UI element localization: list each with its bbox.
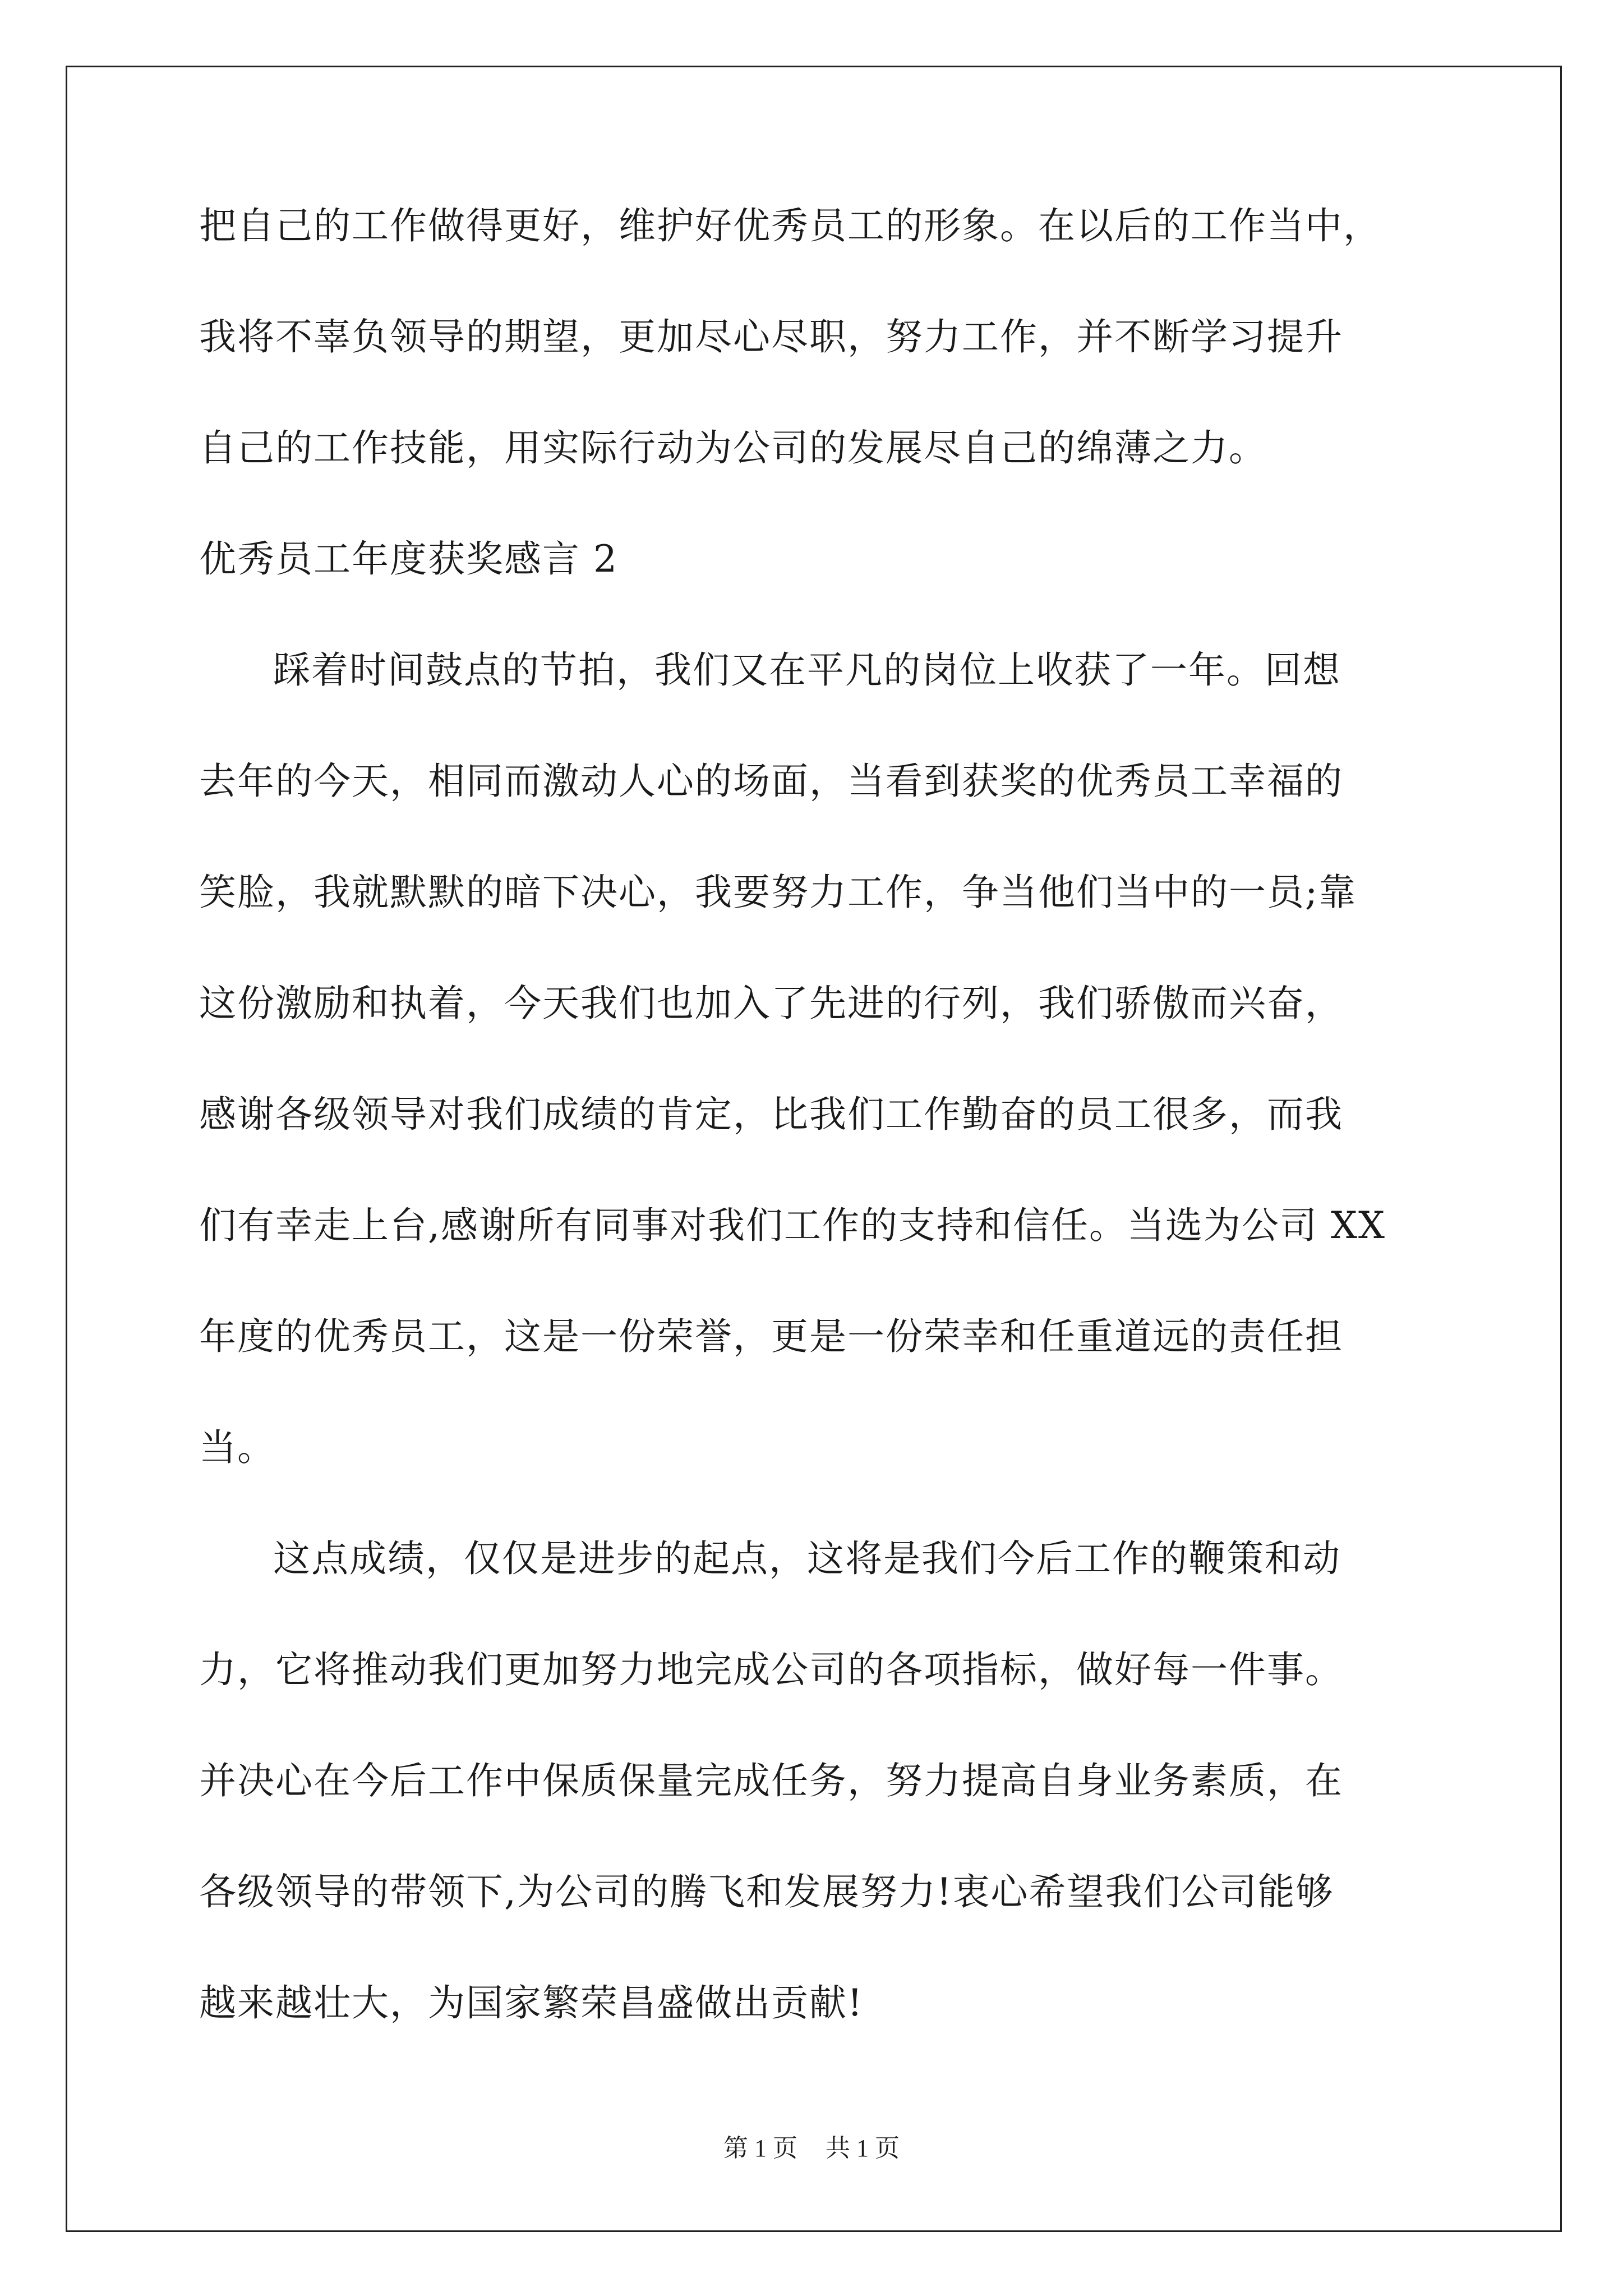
paragraph-line: 力，它将推动我们更加努力地完成公司的各项指标，做好每一件事。 [199,1648,1343,1691]
paragraph-line: 这份激励和执着，今天我们也加入了先进的行列，我们骄傲而兴奋， [199,982,1343,1025]
paragraph-line: 我将不辜负领导的期望，更加尽心尽职，努力工作，并不断学习提升 [199,315,1343,358]
paragraph-line: 们有幸走上台,感谢所有同事对我们工作的支持和信任。当选为公司 XX [199,1204,1386,1247]
paragraph-line: 并决心在今后工作中保质保量完成任务，努力提高自身业务素质，在 [199,1759,1343,1802]
paragraph-line: 感谢各级领导对我们成绩的肯定，比我们工作勤奋的员工很多，而我 [199,1093,1343,1136]
paragraph-line: 去年的今天，相同而激动人心的场面，当看到获奖的优秀员工幸福的 [199,760,1343,803]
section-heading: 优秀员工年度获奖感言 2 [199,537,618,581]
paragraph-line: 自己的工作技能，用实际行动为公司的发展尽自己的绵薄之力。 [199,426,1267,470]
document-body [199,204,1433,2096]
paragraph-line: 踩着时间鼓点的节拍，我们又在平凡的岗位上收获了一年。回想 [273,648,1341,692]
page-total: 共 1 页 [826,2134,900,2162]
page-footer [0,2136,1623,2161]
paragraph-line: 各级领导的带领下,为公司的腾飞和发展努力!衷心希望我们公司能够 [199,1870,1334,1913]
paragraph-line: 年度的优秀员工，这是一份荣誉，更是一份荣幸和任重道远的责任担 [199,1315,1343,1358]
paragraph-line: 笑脸，我就默默的暗下决心，我要努力工作，争当他们当中的一员;靠 [199,871,1357,914]
page-number: 第 1 页 [723,2134,797,2162]
paragraph-line: 越来越壮大，为国家繁荣昌盛做出贡献! [199,1981,864,2024]
paragraph-line: 这点成绩，仅仅是进步的起点，这将是我们今后工作的鞭策和动 [273,1537,1341,1580]
paragraph-line: 把自己的工作做得更好，维护好优秀员工的形象。在以后的工作当中， [199,204,1381,247]
paragraph-line: 当。 [199,1426,275,1469]
